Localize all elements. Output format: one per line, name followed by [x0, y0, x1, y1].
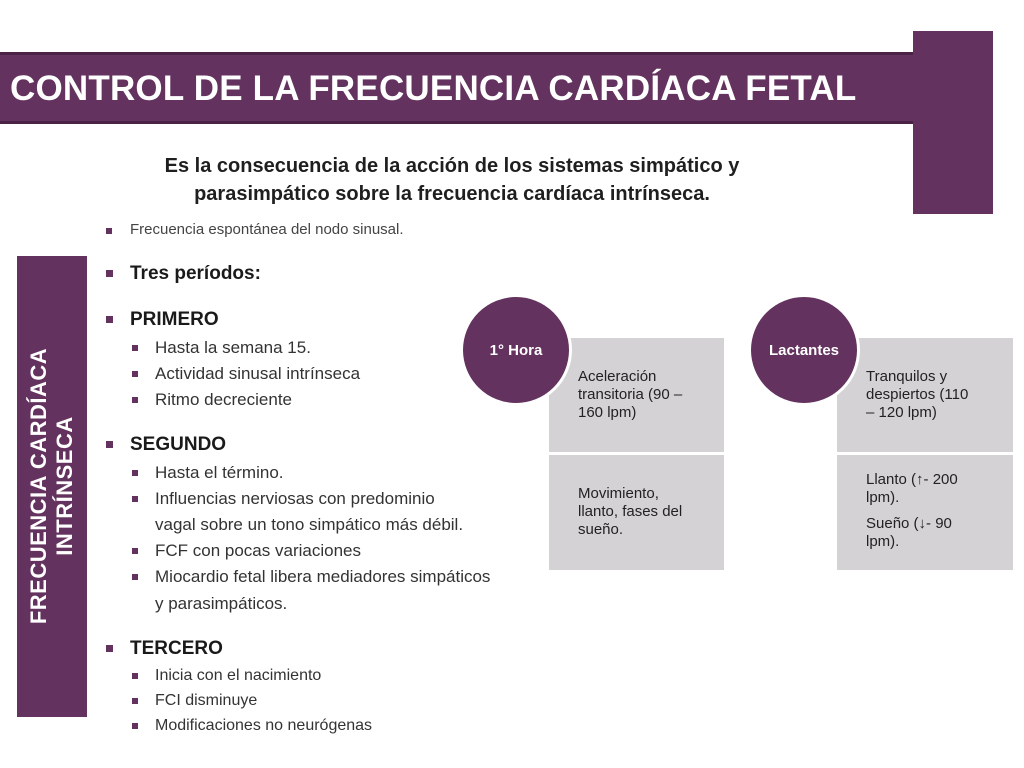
- bullet-icon: [132, 698, 138, 704]
- card-text-line: – 120 lpm): [866, 404, 937, 421]
- corner-accent-block: [913, 31, 993, 214]
- list-item: Ritmo decreciente: [155, 390, 293, 409]
- bullet-icon: [132, 673, 138, 679]
- bullet-icon: [132, 548, 138, 554]
- bullet-icon: [132, 723, 138, 729]
- card-text-line: sueño.: [578, 521, 624, 538]
- list-item: FCF con pocas variaciones: [155, 541, 361, 560]
- segundo-heading: SEGUNDO: [130, 434, 227, 455]
- card-1-top-text: [578, 368, 682, 422]
- list-item: Miocardio fetal libera mediadores simpáticos: [155, 567, 491, 586]
- card-text-line: lpm).: [866, 533, 900, 550]
- bullet-icon: [106, 316, 113, 323]
- intro-bullet: Frecuencia espontánea del nodo sinusal.: [130, 221, 404, 238]
- card-text-line: despiertos (110: [866, 386, 969, 403]
- bullet-icon: [106, 270, 113, 277]
- card-2-bottom-cell: [837, 455, 1013, 570]
- side-label-line-2: INTRÍNSECA: [52, 416, 77, 556]
- card-1-bottom-text: [578, 485, 682, 539]
- bullet-icon: [106, 441, 113, 448]
- card-2-top-text: [866, 368, 968, 422]
- list-item-continuation: y parasimpáticos.: [155, 594, 288, 613]
- primero-heading: PRIMERO: [130, 309, 219, 330]
- subtitle: [92, 152, 812, 208]
- bullet-icon: [132, 496, 138, 502]
- subtitle-line-2: parasimpático sobre la frecuencia cardíaca intrínseca.: [194, 183, 710, 205]
- bullet-icon: [106, 645, 113, 652]
- list-item: Hasta la semana 15.: [155, 338, 311, 357]
- card-1-label: 1° Hora: [489, 341, 543, 359]
- bullet-icon: [132, 470, 138, 476]
- bullet-icon: [132, 345, 138, 351]
- list-item: Modificaciones no neurógenas: [155, 717, 373, 734]
- page-title: CONTROL DE LA FRECUENCIA CARDÍACA FETAL: [10, 69, 857, 108]
- card-text-line: lpm).: [866, 489, 900, 506]
- card-1-bottom-cell: [549, 455, 724, 570]
- bullet-icon: [132, 397, 138, 403]
- side-label-bar: [17, 256, 87, 717]
- bullet-icon: [106, 228, 112, 234]
- side-label-line-1: FRECUENCIA CARDÍACA: [26, 347, 51, 625]
- card-text-line: Movimiento,: [578, 485, 659, 502]
- card-text-line: llanto, fases del: [578, 503, 683, 520]
- list-item: Influencias nerviosas con predominio: [155, 489, 435, 508]
- bullet-icon: [132, 574, 138, 580]
- card-text-line: 160 lpm): [578, 404, 637, 421]
- side-label: [26, 348, 78, 624]
- list-item: Inicia con el nacimiento: [155, 667, 322, 684]
- card-2-top-cell: [837, 338, 1013, 452]
- list-item: Hasta el término.: [155, 463, 284, 482]
- bullet-icon: [132, 371, 138, 377]
- card-1-label-circle: [460, 294, 572, 406]
- card-text-line: Aceleración: [578, 368, 657, 385]
- card-text-line: transitoria (90 –: [578, 386, 683, 403]
- card-text-line: Llanto (↑- 200: [866, 471, 958, 488]
- list-item-continuation: vagal sobre un tono simpático más débil.: [155, 515, 464, 534]
- list-item: Actividad sinusal intrínseca: [155, 364, 361, 383]
- tercero-heading: TERCERO: [130, 638, 223, 659]
- card-2-label-circle: [748, 294, 860, 406]
- title-bar: [0, 52, 913, 124]
- periods-heading: Tres períodos:: [130, 263, 261, 284]
- list-item: FCI disminuye: [155, 692, 258, 709]
- card-2-label: Lactantes: [768, 341, 840, 359]
- card-text-line: Tranquilos y: [866, 368, 948, 385]
- card-1-top-cell: [549, 338, 724, 452]
- subtitle-line-1: Es la consecuencia de la acción de los sistemas simpático y: [164, 155, 740, 177]
- card-text-line: Sueño (↓- 90: [866, 515, 952, 532]
- card-2-bottom-text: [866, 471, 958, 551]
